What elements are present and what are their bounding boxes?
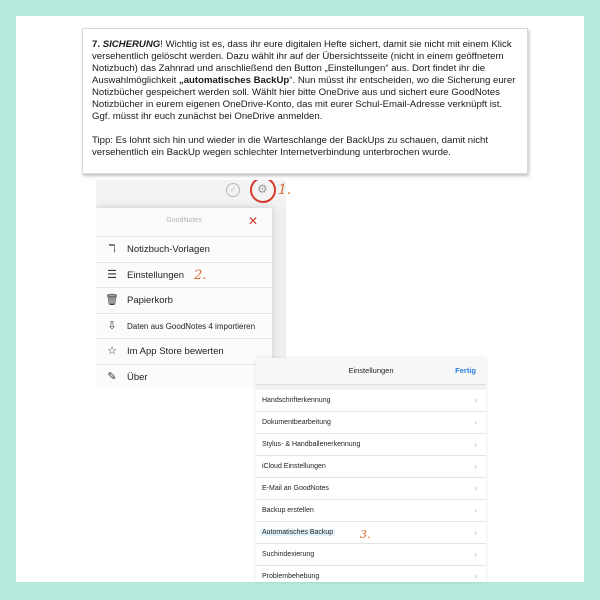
annotation-step-2: 2. bbox=[194, 268, 207, 283]
annotation-step-1: 1. bbox=[278, 182, 292, 198]
close-icon[interactable]: ✕ bbox=[247, 214, 258, 228]
done-button[interactable]: Fertig bbox=[455, 366, 476, 375]
document-page bbox=[16, 16, 584, 582]
settings-row-stylus[interactable] bbox=[256, 434, 486, 456]
settings-row-email[interactable] bbox=[256, 478, 486, 500]
template-icon: ℸ bbox=[108, 243, 116, 255]
menu-header bbox=[96, 208, 272, 237]
chevron-right-icon: › bbox=[474, 549, 477, 559]
menu-item-about[interactable] bbox=[96, 365, 272, 386]
menu-item-label: Über bbox=[127, 371, 148, 383]
trash-icon: 🗑 bbox=[105, 294, 119, 307]
goodnotes-menu bbox=[96, 208, 272, 386]
menu-item-label: Papierkorb bbox=[127, 295, 173, 307]
info-icon: ✎ bbox=[107, 370, 117, 383]
rate-icon: ☆ bbox=[107, 345, 117, 358]
gear-icon[interactable]: ⚙ bbox=[257, 182, 268, 196]
settings-screenshot bbox=[256, 358, 486, 582]
settings-title: Einstellungen bbox=[348, 366, 394, 375]
settings-row-handwriting[interactable] bbox=[256, 390, 486, 412]
menu-item-rate[interactable] bbox=[96, 339, 272, 365]
step-title: SICHERUNG bbox=[102, 39, 161, 50]
step-paragraph bbox=[92, 39, 519, 123]
settings-header bbox=[256, 358, 486, 385]
step-heading bbox=[92, 39, 160, 50]
settings-row-label: Dokumentbearbeitung bbox=[262, 419, 331, 426]
menu-item-settings[interactable] bbox=[96, 263, 272, 289]
instruction-box bbox=[82, 28, 528, 174]
settings-row-label: Stylus- & Handballenerkennung bbox=[262, 441, 361, 448]
import-icon: ⇩ bbox=[107, 319, 117, 332]
chevron-right-icon: › bbox=[474, 505, 477, 515]
settings-row-create-backup[interactable] bbox=[256, 500, 486, 522]
settings-row-document-editing[interactable] bbox=[256, 412, 486, 434]
menu-item-label: Im App Store bewerten bbox=[127, 346, 224, 358]
sliders-icon: ☰ bbox=[107, 268, 117, 281]
chevron-right-icon: › bbox=[474, 439, 477, 449]
step-text-1: ! Wichtig ist es, dass ihr eure digitalen Hefte sichert, damit sie nicht mit einem Klick versehentlich gelöscht werden. Dazu wählt ihr auf der Übersichtsseite (nicht in einem geöffnetem Notizbuch) das Zahnrad und anschließend den Button „Einstellungen“ aus. Dort findet ihr die Auswahlmöglichkeit bbox=[92, 39, 512, 86]
settings-row-label: Problembehebung bbox=[262, 573, 320, 580]
settings-row-label: iCloud Einstellungen bbox=[262, 463, 326, 470]
goodnotes-menu-screenshot bbox=[96, 180, 286, 386]
annotation-step-3: 3. bbox=[360, 528, 371, 541]
settings-row-label: Suchindexierung bbox=[262, 551, 315, 558]
menu-item-import[interactable] bbox=[96, 314, 272, 340]
settings-row-icloud[interactable] bbox=[256, 456, 486, 478]
settings-row-search-indexing[interactable] bbox=[256, 544, 486, 566]
tip-paragraph: Tipp: Es lohnt sich hin und wieder in die Warteschlange der BackUps zu schauen, damit nicht versehentlich ein BackUp wegen schlechter Internetverbindung unterbrochen wurde. bbox=[92, 135, 489, 158]
chevron-right-icon: › bbox=[474, 483, 477, 493]
chevron-right-icon: › bbox=[474, 395, 477, 405]
menu-item-label: Daten aus GoodNotes 4 importieren bbox=[127, 321, 256, 331]
step-text-bold: „automatisches BackUp bbox=[178, 75, 290, 86]
chevron-right-icon: › bbox=[474, 571, 477, 581]
check-circle-icon[interactable]: ✓ bbox=[226, 183, 240, 197]
settings-row-troubleshooting[interactable] bbox=[256, 566, 486, 582]
chevron-right-icon: › bbox=[474, 461, 477, 471]
menu-title: GoodNotes bbox=[166, 217, 202, 224]
menu-item-trash[interactable] bbox=[96, 288, 272, 314]
settings-list bbox=[256, 390, 486, 582]
settings-row-label: Automatisches Backup bbox=[262, 529, 334, 536]
step-number: 7. bbox=[92, 39, 101, 50]
toolbar bbox=[96, 180, 286, 206]
chevron-right-icon: › bbox=[474, 527, 477, 537]
settings-row-label: Handschrifterkennung bbox=[262, 397, 331, 404]
settings-row-auto-backup[interactable] bbox=[256, 522, 486, 544]
menu-item-label: Einstellungen bbox=[127, 269, 185, 281]
settings-row-label: Backup erstellen bbox=[262, 507, 314, 514]
menu-item-templates[interactable] bbox=[96, 237, 272, 263]
step-text-2: “. Nun müsst ihr entscheiden, wo die Sicherung eurer Notizbücher gespeichert werden soll. Wählt hier bitte OneDrive aus und sichert eure GoodNotes Notizbücher in eurem eigenen OneDrive-Konto, das mit eurer Schul-Email-Adresse verknüpft ist. Ggf. müsst ihr euch zunächst bei OneDrive anmelden. bbox=[92, 75, 516, 122]
chevron-right-icon: › bbox=[474, 417, 477, 427]
settings-row-label: E-Mail an GoodNotes bbox=[262, 485, 329, 492]
menu-item-label: Notizbuch-Vorlagen bbox=[127, 244, 210, 255]
